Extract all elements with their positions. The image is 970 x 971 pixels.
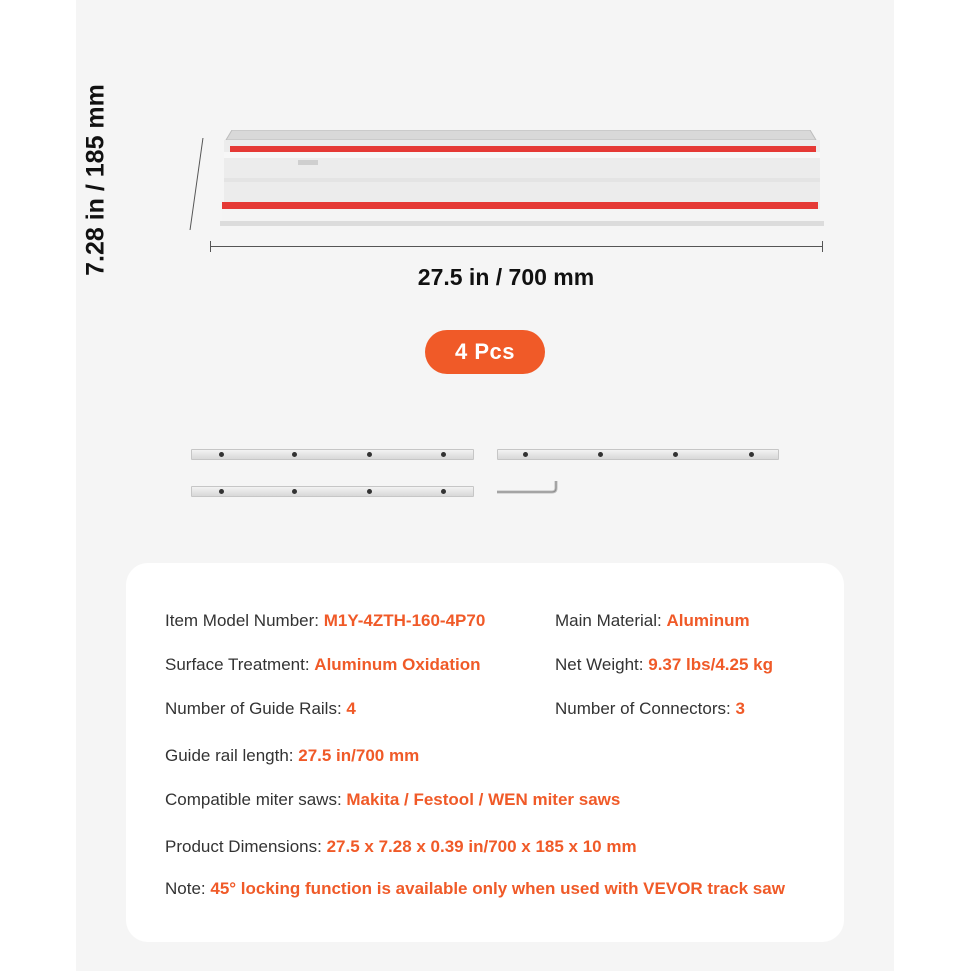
spec-key: Item Model Number:: [165, 611, 324, 630]
spec-model-number: [165, 611, 485, 631]
spec-value: Aluminum: [666, 611, 750, 630]
guide-rail-image: [218, 130, 826, 228]
height-dimension-label: 7.28 in / 185 mm: [81, 84, 110, 276]
screw-hole: [673, 452, 678, 457]
screw-hole: [219, 452, 224, 457]
spec-key: Net Weight:: [555, 655, 649, 674]
spec-value: M1Y-4ZTH-160-4P70: [323, 611, 486, 630]
screw-hole: [292, 452, 297, 457]
height-dimension-line: [190, 138, 204, 230]
spec-surface-treatment: [165, 655, 481, 675]
spec-key: Number of Guide Rails:: [165, 699, 347, 718]
spec-main-material: [555, 611, 750, 631]
screw-hole: [367, 452, 372, 457]
connector-bar: [191, 449, 474, 460]
length-dimension-cap-left: [210, 241, 211, 252]
screw-hole: [367, 489, 372, 494]
spec-value: Aluminum Oxidation: [314, 655, 481, 674]
spec-key: Guide rail length:: [165, 746, 299, 765]
spec-key: Product Dimensions:: [165, 837, 327, 856]
spec-guide-rail-length: [165, 746, 419, 766]
screw-hole: [219, 489, 224, 494]
connector-bar: [191, 486, 474, 497]
spec-key: Main Material:: [555, 611, 667, 630]
spec-key: Surface Treatment:: [165, 655, 315, 674]
screw-hole: [441, 489, 446, 494]
spec-compatible-saws: [165, 790, 620, 810]
spec-key: Compatible miter saws:: [165, 790, 347, 809]
spec-value: 4: [346, 699, 356, 718]
spec-value: 9.37 lbs/4.25 kg: [648, 655, 773, 674]
screw-hole: [749, 452, 754, 457]
length-dimension-label: 27.5 in / 700 mm: [417, 264, 595, 290]
screw-hole: [598, 452, 603, 457]
connector-bar: [497, 449, 779, 460]
spec-connectors-count: [555, 699, 745, 719]
spec-value: 27.5 in/700 mm: [298, 746, 420, 765]
spec-value: 3: [735, 699, 745, 718]
length-dimension-cap-right: [822, 241, 823, 252]
spec-value: Makita / Festool / WEN miter saws: [346, 790, 621, 809]
screw-hole: [292, 489, 297, 494]
spec-value: 45° locking function is available only when used with VEVOR track saw: [210, 879, 785, 898]
hex-key-icon: [496, 480, 560, 496]
spec-net-weight: [555, 655, 773, 675]
spec-value: 27.5 x 7.28 x 0.39 in/700 x 185 x 10 mm: [326, 837, 637, 856]
spec-key: Number of Connectors:: [555, 699, 736, 718]
screw-hole: [441, 452, 446, 457]
pieces-badge: 4 Pcs: [425, 330, 545, 374]
spec-guide-rails-count: [165, 699, 356, 719]
length-dimension-line: [210, 246, 823, 247]
track-illustration: [0, 0, 970, 320]
spec-note: [165, 879, 785, 899]
spec-key: Note:: [165, 879, 211, 898]
spec-product-dimensions: [165, 837, 637, 857]
screw-hole: [523, 452, 528, 457]
